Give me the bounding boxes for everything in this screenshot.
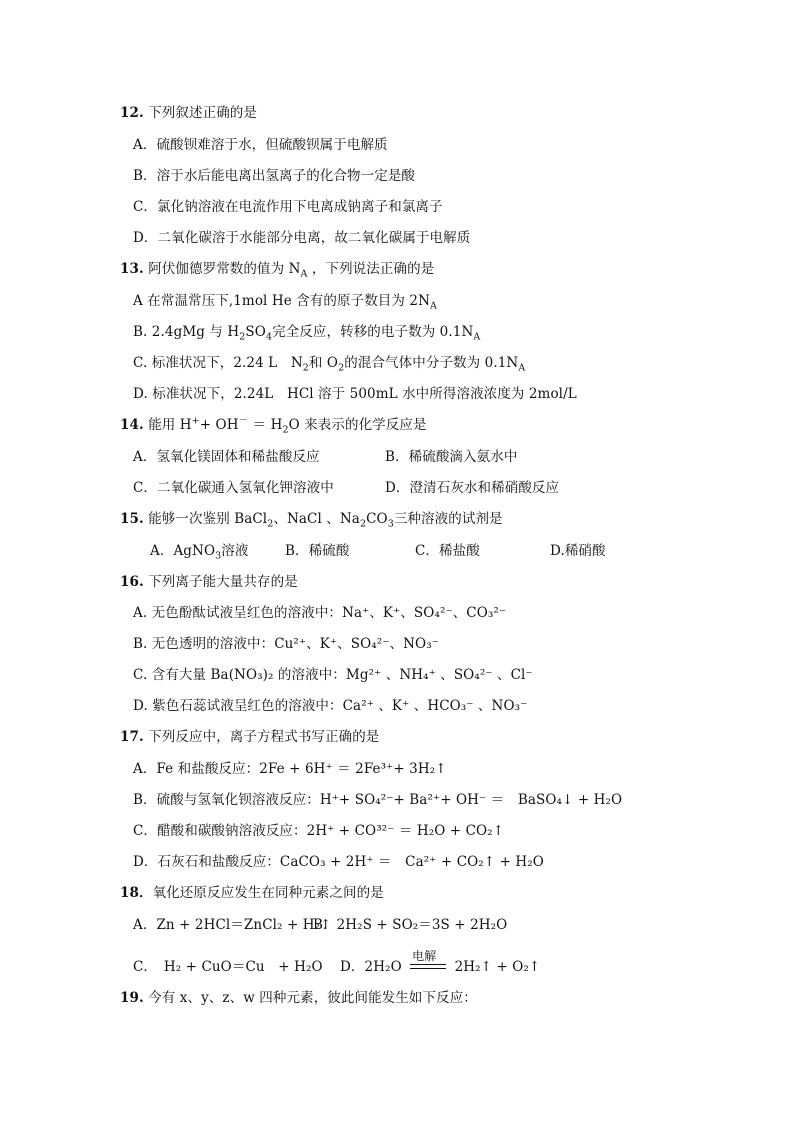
option-text: C. 标准状况下，2.24 L N <box>133 355 303 371</box>
subscript: A <box>518 362 526 374</box>
subscript: 3 <box>215 550 222 562</box>
question-number: 12. <box>120 105 144 121</box>
option-text: 的混合气体中分子数为 0.1N <box>344 355 519 371</box>
option-text: 溶液 <box>221 543 249 559</box>
question-text: 下列离子能大量共存的是 <box>148 574 298 590</box>
question-number: 19. <box>120 990 144 1006</box>
question-12-option-a: A．硫酸钡难溶于水，但硫酸钡属于电解质 <box>133 137 388 153</box>
subscript: 2 <box>338 362 345 374</box>
question-number: 14. <box>120 417 144 433</box>
question-14-option-b: B．稀硫酸滴入氨水中 <box>385 449 518 465</box>
subscript: A <box>430 300 437 312</box>
option-text: 和 O <box>308 355 339 371</box>
question-16-option-b: B. 无色透明的溶液中：Cu²⁺、K⁺、SO₄²⁻、NO₃⁻ <box>133 636 439 652</box>
question-text: + OH <box>199 417 239 433</box>
option-text: A．AgNO <box>150 543 216 559</box>
question-text: 阿伏伽德罗常数的值为 N <box>148 261 301 277</box>
question-18-option-d <box>340 948 541 977</box>
question-17-option-a: A．Fe 和盐酸反应：2Fe + 6H⁺ ＝ 2Fe³⁺+ 3H₂↑ <box>133 761 447 777</box>
option-text: 2H₂↑ + O₂↑ <box>454 959 541 975</box>
question-14-option-d: D．澄清石灰水和稀硝酸反应 <box>385 480 560 496</box>
subscript: 2 <box>267 518 274 530</box>
question-12-option-d: D．二氧化碳溶于水能部分电离，故二氧化碳属于电解质 <box>133 230 471 246</box>
question-13-option-b <box>133 323 480 341</box>
subscript: 2 <box>302 362 309 374</box>
condition-label: 电解 <box>412 948 437 963</box>
question-text: ＝ H <box>248 417 283 433</box>
superscript: + <box>191 415 200 427</box>
equals-bar <box>410 968 446 969</box>
question-15-stem <box>120 510 503 528</box>
question-18-option-a: A．Zn + 2HCl＝ZnCl₂ + H₂↑ <box>133 917 332 933</box>
question-17-option-d: D．石灰石和盐酸反应：CaCO₃ + 2H⁺ ＝ Ca²⁺ + CO₂↑ + H₂O <box>133 854 544 870</box>
question-18-option-b: B．2H₂S + SO₂＝3S + 2H₂O <box>313 917 508 933</box>
option-text: B. 2.4gMg 与 H <box>133 324 240 340</box>
question-text: 能用 H <box>148 417 192 433</box>
question-text: 、NaCl 、Na <box>273 511 360 527</box>
subscript: A <box>300 268 308 280</box>
question-text: 三种溶液的试剂是 <box>393 511 503 527</box>
question-17-option-c: C．醋酸和碳酸钠溶液反应：2H⁺ + CO³²⁻ ＝ H₂O + CO₂↑ <box>133 823 505 839</box>
question-text: 氧化还原反应发生在同种元素之间的是 <box>152 885 384 901</box>
question-14-option-a: A．氢氧化镁固体和稀盐酸反应 <box>133 449 320 465</box>
question-text: 今有 x、y、z、w 四种元素，彼此间能发生如下反应： <box>148 990 477 1006</box>
question-text: O 来表示的化学反应是 <box>288 417 427 433</box>
subscript: 4 <box>265 331 273 343</box>
question-16-option-a: A. 无色酚酞试液呈红色的溶液中：Na⁺、K⁺、SO₄²⁻、CO₃²⁻ <box>133 605 507 621</box>
question-17-option-b: B．硫酸与氢氧化钡溶液反应：H⁺+ SO₄²⁻+ Ba²⁺+ OH⁻ ＝ BaSO₄↓ + H₂O <box>133 792 623 808</box>
option-text: SO <box>245 324 266 340</box>
question-15-option-c: C．稀盐酸 <box>415 543 480 559</box>
subscript: 2 <box>359 518 367 530</box>
question-text: 下列叙述正确的是 <box>148 105 258 121</box>
question-number: 16. <box>120 574 144 590</box>
question-13-option-c <box>133 354 525 372</box>
option-text: D．2H₂O <box>340 959 402 975</box>
equals-bar <box>410 964 446 965</box>
question-14-option-c: C．二氧化碳通入氢氧化钾溶液中 <box>133 480 334 496</box>
question-13-option-d: D. 标准状况下，2.24L HCl 溶于 500mL 水中所得溶液浓度为 2mol/L <box>133 386 577 402</box>
question-16-option-d: D. 紫色石蕊试液呈红色的溶液中：Ca²⁺ 、K⁺ 、HCO₃⁻ 、NO₃⁻ <box>133 698 528 714</box>
question-13-stem <box>120 260 434 278</box>
question-19-stem <box>120 989 477 1007</box>
subscript: 3 <box>387 518 394 530</box>
question-12-option-c: C．氯化钠溶液在电流作用下电离成钠离子和氯离子 <box>133 199 443 215</box>
option-text: A 在常温常压下,1mol He 含有的原子数目为 2N <box>133 293 431 309</box>
subscript: 2 <box>282 424 289 436</box>
question-number: 13. <box>120 261 144 277</box>
electrolysis-equals-sign <box>410 948 446 977</box>
question-number: 18． <box>120 885 153 901</box>
question-16-stem <box>120 573 298 591</box>
option-text: 完全反应，转移的电子数为 0.1N <box>272 324 474 340</box>
question-15-option-a <box>150 542 248 560</box>
question-text: 下列反应中，离子方程式书写正确的是 <box>148 729 380 745</box>
question-18-stem <box>120 884 384 902</box>
question-13-option-a <box>133 292 437 310</box>
subscript: 2 <box>239 331 246 343</box>
question-number: 15. <box>120 511 144 527</box>
question-text: ，下列说法正确的是 <box>307 261 435 277</box>
question-text: CO <box>366 511 388 527</box>
subscript: A <box>473 331 481 343</box>
question-number: 17. <box>120 729 144 745</box>
superscript: － <box>238 415 249 427</box>
question-15-option-b: B．稀硫酸 <box>285 543 350 559</box>
question-12-option-b: B．溶于水后能电离出氢离子的化合物一定是酸 <box>133 168 416 184</box>
question-18-option-c: C． H₂ + CuO＝Cu + H₂O <box>133 959 323 975</box>
question-12-stem <box>120 104 257 122</box>
question-text: 能够一次鉴别 BaCl <box>148 511 268 527</box>
question-16-option-c: C. 含有大量 Ba(NO₃)₂ 的溶液中：Mg²⁺ 、NH₄⁺ 、SO₄²⁻ 、Cl⁻ <box>133 667 533 683</box>
question-17-stem <box>120 728 379 746</box>
question-15-option-d: D.稀硝酸 <box>550 543 606 559</box>
question-14-stem <box>120 416 427 434</box>
